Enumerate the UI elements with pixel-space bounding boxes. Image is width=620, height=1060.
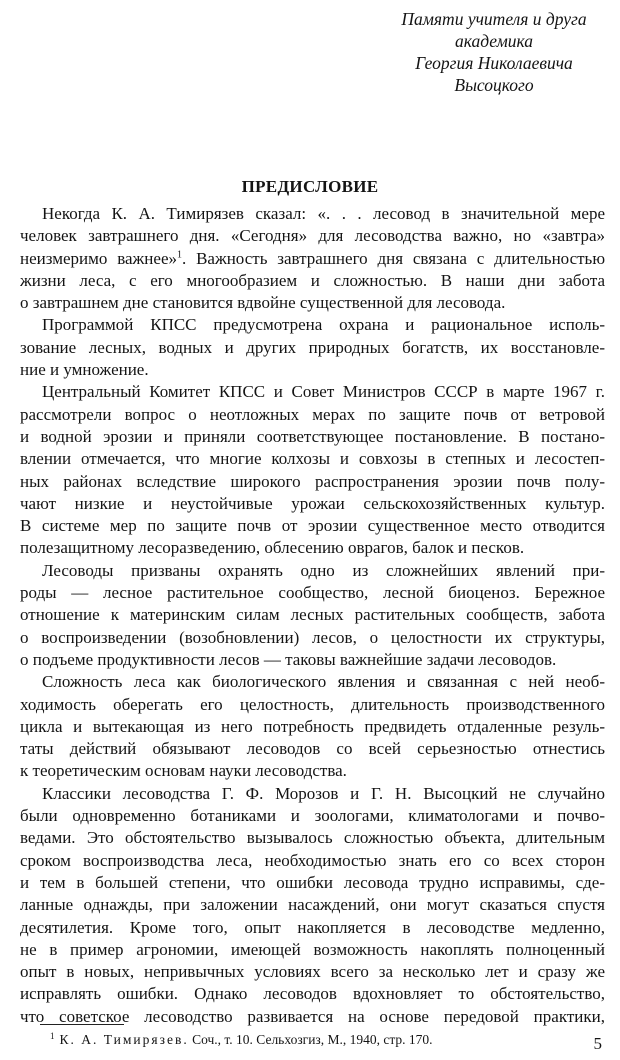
text-line [20, 760, 605, 782]
line-text: таты действий обязывают лесоводов со всей серьезностью отнестись [20, 739, 605, 759]
text-line [20, 627, 605, 649]
dedication-line: академика [454, 31, 534, 51]
footnote-divider [40, 1024, 124, 1025]
line-text: что советское лесоводство развивается на основе передовой практики, [20, 1006, 605, 1026]
text-line [20, 894, 605, 916]
text-line [20, 671, 605, 693]
dedication-line: Памяти учителя и друга [401, 9, 587, 29]
line-text: не в пример агрономии, имеющей возможность накоплять полноценный [20, 939, 605, 959]
text-line [20, 537, 605, 559]
text-line [20, 359, 605, 381]
line-text: Лесоводы призваны охранять одно из сложнейших явлений при- [42, 560, 605, 580]
chapter-title: ПРЕДИСЛОВИЕ [241, 177, 379, 196]
text-line [20, 448, 605, 470]
text-line [20, 872, 605, 894]
line-text: полезащитному лесоразведению, облесению оврагов, балок и песков. [20, 538, 525, 558]
text-line [20, 292, 605, 314]
text-line [20, 560, 605, 582]
line-text: человек завтрашнего дня. «Сегодня» для лесоводства важно, но «завтра» [20, 226, 605, 246]
line-text: неизмеримо важнее» [20, 248, 177, 268]
text-line [20, 248, 605, 270]
line-text: и водной эрозии и приняли соответствующее постановление. В постано- [20, 426, 605, 446]
line-text: о подъеме продуктивности лесов — таковы важнейшие задачи лесоводов. [20, 649, 557, 669]
text-line [20, 827, 605, 849]
line-text: исправлять ошибки. Однако лесоводов вдохновляет то обстоятельство, [20, 984, 605, 1004]
page-number: 5 [593, 1034, 602, 1053]
line-text: Центральный Комитет КПСС и Совет Министров СССР в марте 1967 г. [42, 382, 605, 402]
footnote-text: Соч., т. 10. Сельхозгиз, М., 1940, стр. 170. [188, 1032, 433, 1047]
line-text: сроком воспроизводства леса, необходимостью знать его со всех сторон [20, 850, 605, 870]
line-text: были одновременно ботаниками и зоологами, климатологами и почво- [20, 806, 605, 826]
text-line [20, 203, 605, 225]
line-text-continued: . Важность завтрашнего дня связана с длительностью [182, 248, 605, 268]
text-line [20, 471, 605, 493]
line-text: Сложность леса как биологического явления и связанная с ней необ- [42, 672, 605, 692]
line-text: Программой КПСС предусмотрена охрана и рациональное исполь- [42, 315, 605, 335]
line-text: В системе мер по защите почв от эрозии существенное место отводится [20, 516, 605, 536]
line-text: Классики лесоводства Г. Ф. Морозов и Г. Н. Высоцкий не случайно [42, 783, 605, 803]
text-line [20, 404, 605, 426]
text-line [20, 337, 605, 359]
text-line [20, 270, 605, 292]
line-text: влении отмечается, что многие колхозы и совхозы в степных и лесостеп- [20, 449, 605, 469]
line-text: роды — лесное растительное сообщество, лесной биоценоз. Бережное [20, 583, 605, 603]
text-line [20, 225, 605, 247]
line-text: цикла и вытекающая из него потребность предвидеть отдаленные резуль- [20, 716, 605, 736]
line-text: и тем в большей степени, что ошибки лесовода трудно исправимы, сде- [20, 872, 605, 892]
line-text: ходимость оберегать его целостность, длительность производственного [20, 694, 605, 714]
text-line [20, 493, 605, 515]
text-line [20, 805, 605, 827]
line-text: опыт в новых, непривычных условиях всего за несколько лет и сразу же [20, 962, 605, 982]
line-text: десятилетия. Кроме того, опыт накопляется в лесоводстве медленно, [20, 917, 605, 937]
line-text: ланные однажды, при заложении насаждений, они могут сказаться спустя [20, 895, 605, 915]
text-line [20, 983, 605, 1005]
text-line [20, 783, 605, 805]
line-text: ведами. Это обстоятельство вызывалось сложностью объекта, длительным [20, 828, 605, 848]
text-line [20, 515, 605, 537]
line-text: жизни леса, с его многообразием и сложностью. В наши дни забота [20, 270, 605, 290]
text-line [20, 582, 605, 604]
text-line [20, 314, 605, 336]
line-text: Некогда К. А. Тимирязев сказал: «. . . лесовод в значительной мере [42, 204, 605, 223]
text-line [20, 961, 605, 983]
line-text: о завтрашнем дне становится вдвойне существенной для лесовода. [20, 293, 506, 313]
text-line [20, 917, 605, 939]
text-line [20, 604, 605, 626]
line-text: ных районах вследствие широкого распространения эрозии почв полу- [20, 471, 605, 491]
body-text [20, 203, 605, 1028]
text-line [20, 426, 605, 448]
footnote-marker: 1 [177, 248, 182, 260]
text-line [20, 738, 605, 760]
text-line [20, 694, 605, 716]
dedication [378, 8, 610, 96]
text-line [20, 649, 605, 671]
line-text: ние и умножение. [20, 360, 149, 380]
footnote-number: 1 [50, 1030, 55, 1041]
text-line [20, 381, 605, 403]
line-text: о воспроизведении (возобновлении) лесов, о целостности их структуры, [20, 627, 605, 647]
dedication-line: Георгия Николаевича [415, 53, 573, 73]
line-text: зование лесных, водных и других природных богатств, их восстановле- [20, 337, 605, 357]
line-text: отношение к материнским силам лесных растительных сообществ, забота [20, 605, 605, 625]
text-line [20, 850, 605, 872]
line-text: рассмотрели вопрос о неотложных мерах по защите почв от ветровой [20, 404, 605, 424]
dedication-line: Высоцкого [454, 75, 534, 95]
text-line [20, 939, 605, 961]
line-text: чают низкие и неустойчивые урожаи сельскохозяйственных культур. [20, 493, 605, 513]
footnote-author: К. А. Тимирязев. [59, 1032, 189, 1047]
text-line [20, 716, 605, 738]
footnote [50, 1031, 570, 1049]
line-text: к теоретическим основам науки лесоводства. [20, 761, 347, 781]
